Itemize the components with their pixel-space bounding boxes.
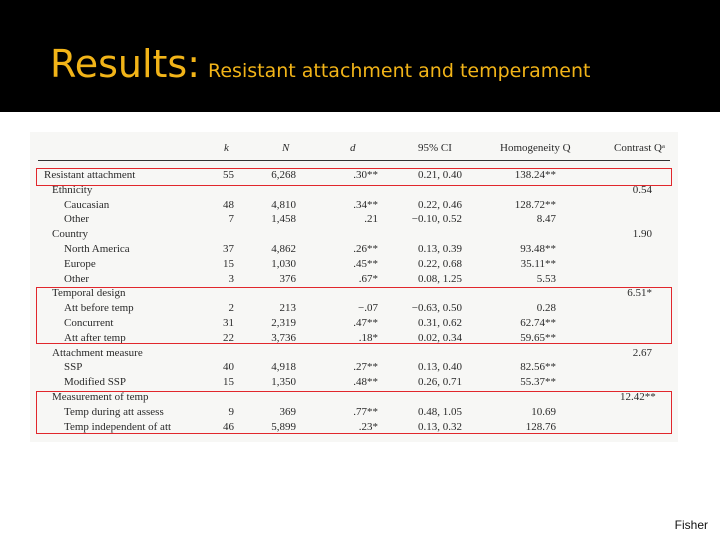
cell-n: 5,899 — [271, 420, 296, 433]
cell-n: 213 — [279, 302, 296, 315]
cell-q: 35.11** — [520, 257, 556, 270]
cell-contrast: 1.90 — [632, 228, 652, 241]
cell-d: .45** — [353, 257, 378, 270]
cell-k: 2 — [228, 302, 234, 315]
row-label: Temp independent of att — [64, 420, 172, 433]
table-row — [30, 198, 678, 213]
cell-n: 4,918 — [271, 361, 296, 374]
cell-q: 62.74** — [520, 317, 556, 329]
cell-n: 4,862 — [271, 243, 296, 255]
cell-k: 3 — [228, 272, 234, 285]
cell-d: .48** — [353, 376, 378, 389]
cell-ci: 0.21, 0.40 — [418, 169, 462, 181]
cell-contrast: 12.42** — [620, 391, 656, 403]
cell-k: 22 — [223, 331, 234, 344]
highlight-temporal-design — [36, 287, 672, 344]
slide-title-main: Results: — [50, 42, 201, 86]
cell-n: 4,810 — [271, 198, 296, 211]
cell-n: 376 — [279, 272, 296, 285]
results-table — [30, 132, 678, 442]
row-label: Measurement of temp — [52, 391, 149, 403]
header-d: d — [350, 142, 356, 154]
cell-k: 31 — [223, 317, 234, 329]
cell-d: .34** — [353, 198, 378, 211]
cell-n: 1,350 — [271, 376, 296, 389]
cell-n: 3,736 — [271, 331, 296, 344]
row-label: Caucasian — [64, 198, 110, 211]
row-label: Ethnicity — [52, 183, 93, 196]
slide-title — [50, 42, 590, 86]
cell-d: .21 — [364, 213, 378, 226]
row-label: Europe — [64, 257, 96, 270]
table-row — [30, 257, 678, 272]
header-ci: 95% CI — [418, 142, 452, 154]
cell-d: .47** — [353, 317, 378, 329]
cell-ci: 0.13, 0.40 — [418, 361, 462, 374]
cell-k: 55 — [223, 169, 234, 181]
cell-k: 9 — [228, 405, 234, 418]
cell-n: 369 — [279, 405, 296, 418]
cell-d: .26** — [353, 243, 378, 255]
cell-ci: 0.22, 0.46 — [418, 198, 462, 211]
header-k: k — [224, 142, 229, 154]
highlight-measurement-of-temp — [36, 391, 672, 434]
row-label: Temporal design — [52, 287, 126, 300]
cell-n: 1,458 — [271, 213, 296, 226]
cell-n: 1,030 — [271, 257, 296, 270]
cell-d: .23* — [358, 420, 378, 433]
cell-ci: 0.13, 0.39 — [418, 243, 462, 255]
header-n: N — [282, 142, 290, 154]
cell-ci: 0.13, 0.32 — [418, 420, 462, 433]
cell-contrast: 6.51* — [627, 287, 652, 300]
cell-ci: 0.31, 0.62 — [418, 317, 462, 329]
cell-ci: 0.02, 0.34 — [418, 331, 462, 344]
cell-q: 5.53 — [536, 272, 556, 285]
row-label: Concurrent — [64, 317, 114, 329]
cell-contrast: 0.54 — [632, 183, 652, 196]
cell-ci: −0.63, 0.50 — [411, 302, 462, 315]
row-label: Temp during att assess — [64, 405, 164, 418]
cell-q: 128.72** — [514, 198, 556, 211]
row-label: Country — [52, 228, 89, 241]
header-contrast: Contrast Qᵃ — [614, 142, 665, 154]
row-label: Resistant attachment — [44, 169, 136, 181]
row-label: Att after temp — [64, 331, 126, 344]
cell-q: 128.76 — [525, 420, 556, 433]
footer-author: Fisher — [674, 518, 708, 532]
cell-ci: 0.08, 1.25 — [418, 272, 462, 285]
header-q: Homogeneity Q — [500, 142, 571, 154]
cell-q: 10.69 — [531, 405, 556, 418]
cell-q: 82.56** — [520, 361, 556, 374]
row-label: Modified SSP — [64, 376, 127, 389]
cell-k: 37 — [223, 243, 234, 255]
table-row — [30, 360, 678, 375]
cell-n: 6,268 — [271, 169, 296, 181]
cell-d: .67* — [358, 272, 378, 285]
cell-q: 0.28 — [536, 302, 556, 315]
cell-d: .18* — [358, 331, 378, 344]
table-row — [30, 227, 678, 242]
table-row — [30, 272, 678, 287]
cell-k: 7 — [228, 213, 234, 226]
table-row — [30, 212, 678, 227]
cell-d: −.07 — [358, 302, 378, 315]
cell-k: 48 — [223, 198, 234, 211]
title-bar — [0, 0, 720, 112]
cell-k: 15 — [223, 257, 234, 270]
cell-q: 138.24** — [514, 169, 556, 181]
highlight-resistant-attachment — [36, 168, 672, 186]
row-label: North America — [64, 243, 130, 255]
cell-k: 40 — [223, 361, 234, 374]
row-label: Other — [64, 213, 90, 226]
cell-contrast: 2.67 — [632, 346, 652, 359]
cell-ci: 0.26, 0.71 — [418, 376, 462, 389]
cell-ci: 0.22, 0.68 — [418, 257, 462, 270]
table-row — [30, 346, 678, 361]
slide-title-sub: Resistant attachment and temperament — [208, 60, 591, 82]
table-row — [30, 375, 678, 390]
cell-k: 46 — [223, 420, 234, 433]
cell-k: 15 — [223, 376, 234, 389]
row-label: Attachment measure — [52, 346, 143, 359]
row-label: Other — [64, 272, 90, 285]
cell-q: 59.65** — [520, 331, 556, 344]
cell-q: 93.48** — [520, 243, 556, 255]
cell-q: 8.47 — [536, 213, 556, 226]
header-rule — [38, 160, 670, 161]
cell-ci: 0.48, 1.05 — [418, 405, 462, 418]
table-row — [30, 242, 678, 257]
cell-d: .77** — [353, 405, 378, 418]
cell-d: .30** — [353, 169, 378, 181]
row-label: Att before temp — [64, 302, 134, 315]
row-label: SSP — [64, 361, 83, 374]
cell-n: 2,319 — [271, 317, 296, 329]
cell-q: 55.37** — [520, 376, 556, 389]
cell-d: .27** — [353, 361, 378, 374]
cell-ci: −0.10, 0.52 — [411, 213, 462, 226]
